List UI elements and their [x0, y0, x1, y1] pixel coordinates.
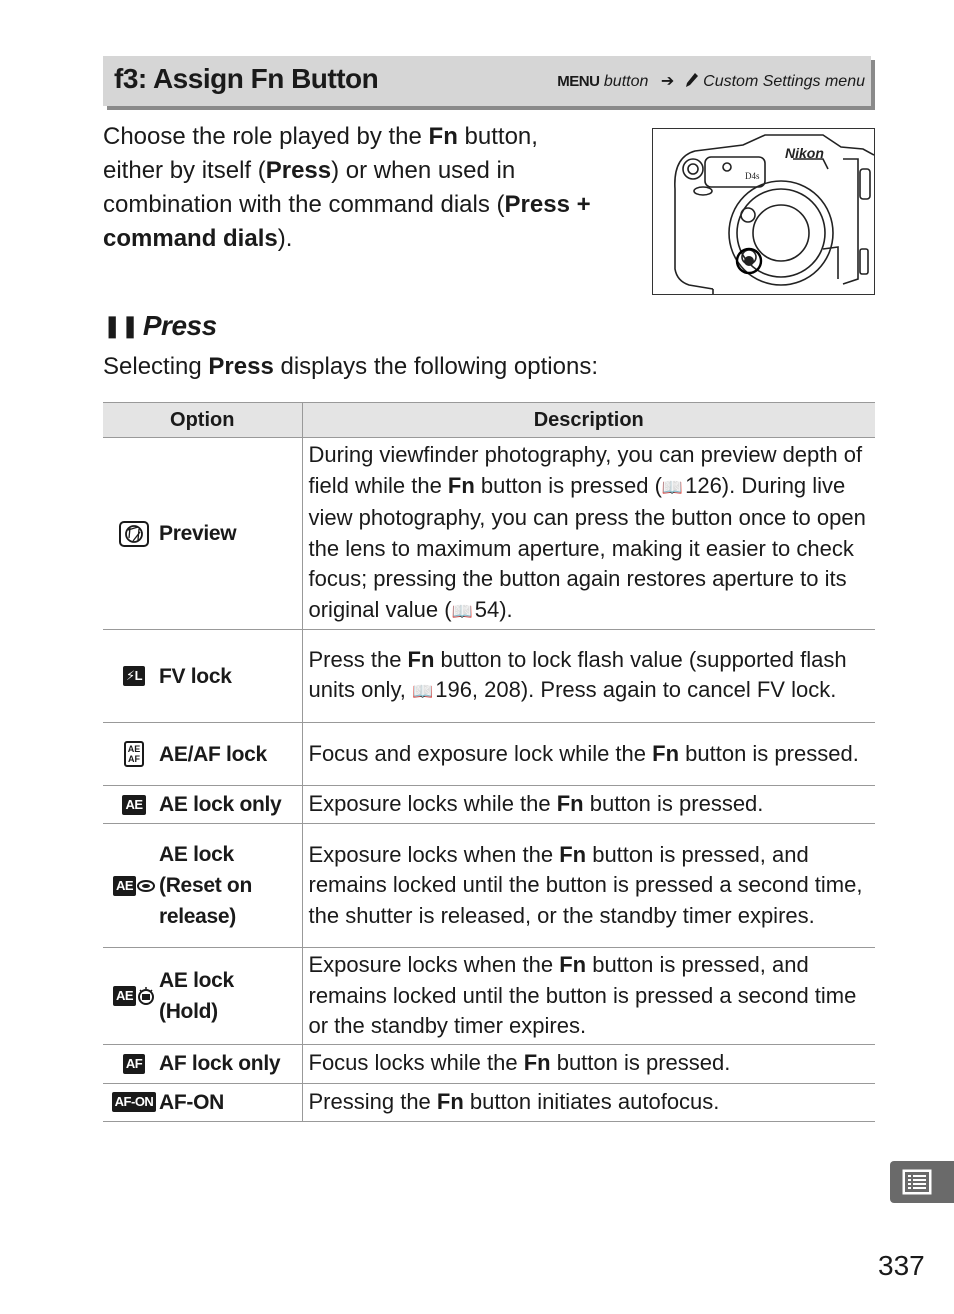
ae-lock-icon: AE [113, 876, 136, 896]
fn-label: Fn [523, 1050, 551, 1076]
lead-sentence [103, 350, 598, 384]
flash-lock-icon: ⚡L [123, 666, 145, 686]
intro-text: ) or when used in combination with the command dials ( [103, 157, 516, 218]
fn-label: Fn [652, 740, 680, 766]
intro-text: button, either by itself ( [103, 123, 538, 184]
lead-text: Selecting [103, 353, 209, 380]
description-text: button is pressed. [679, 740, 859, 766]
menu-path [557, 71, 865, 91]
press-term: Press [265, 157, 332, 184]
option-cell [103, 630, 302, 723]
description-text: During viewfinder photography, you can preview depth of field while the [308, 442, 863, 498]
arrow-icon: ➔ [660, 73, 675, 90]
description-text: Focus locks while the [308, 1050, 524, 1076]
description-text: button is pressed. [583, 791, 764, 817]
camera-brand: Nikon [785, 145, 824, 161]
fn-label: Fn [559, 841, 587, 867]
table-header-row [103, 403, 875, 438]
option-cell [103, 438, 302, 630]
option-label: Preview [159, 522, 237, 545]
ae-lock-icon: AE [113, 986, 136, 1006]
pencil-icon [685, 72, 699, 88]
ae-af-lock-icon [124, 741, 144, 767]
press-dials-term: Press + command dials [103, 191, 591, 252]
description-cell [302, 786, 875, 824]
camera-body-icon [653, 129, 874, 294]
icon-text-af: AF [128, 754, 140, 764]
table-row [103, 1044, 875, 1083]
lead-text: displays the following options: [273, 353, 598, 380]
header-bar [103, 56, 871, 106]
fn-label: Fn [447, 472, 475, 498]
column-header-description: Description [302, 403, 875, 438]
intro-paragraph [103, 120, 603, 256]
section-title [103, 310, 217, 342]
section-title-text: Press [142, 310, 217, 341]
description-text: Exposure locks while the [308, 791, 557, 817]
description-cell [302, 438, 875, 630]
menu-path-destination: Custom Settings menu [703, 73, 865, 90]
fn-label: Fn [559, 952, 587, 977]
option-cell [103, 786, 302, 824]
press-term: Press [208, 353, 274, 380]
table-row [103, 1083, 875, 1121]
option-label: AF lock only [159, 1052, 281, 1075]
page-title: f3: Assign Fn Button [114, 63, 379, 94]
intro-text: ). [277, 225, 293, 252]
option-label: AF-ON [159, 1090, 224, 1114]
description-text: Exposure locks when the [308, 841, 560, 867]
description-text: Exposure locks when the [308, 952, 560, 977]
description-text: button to lock flash value (supported flash units only, [308, 646, 847, 702]
description-text: 196, 208). Press again to cancel FV lock. [435, 677, 837, 702]
custom-settings-tab[interactable] [890, 1161, 954, 1203]
description-cell [302, 1044, 875, 1083]
menu-button-label: MENU [557, 73, 600, 90]
description-text: 54). [474, 596, 513, 622]
fn-label: Fn [556, 791, 584, 817]
book-icon: 📖 [661, 477, 684, 497]
option-label: AE/AF lock [159, 742, 267, 766]
option-cell [103, 723, 302, 786]
book-icon: 📖 [412, 682, 434, 701]
section-marker-icon: ❚❚ [103, 313, 139, 338]
description-cell [302, 723, 875, 786]
options-table [103, 402, 875, 1122]
af-lock-icon: AF [123, 1054, 145, 1074]
table-row [103, 786, 875, 824]
table-row [103, 948, 875, 1045]
option-cell [103, 1083, 302, 1121]
table-row [103, 824, 875, 948]
option-label: FV lock [159, 664, 232, 688]
fn-label: Fn [407, 646, 435, 672]
description-text: Press the [308, 646, 408, 672]
fn-label: Fn [428, 123, 458, 150]
menu-list-icon [902, 1169, 932, 1195]
description-cell [302, 630, 875, 723]
description-text: button initiates autofocus. [463, 1088, 720, 1114]
description-text: button is pressed. [550, 1050, 731, 1076]
option-cell [103, 1044, 302, 1083]
description-cell [302, 824, 875, 948]
option-cell [103, 824, 302, 948]
column-header-option: Option [103, 403, 302, 438]
description-text: button is pressed, and remains locked until the button is pressed a second time or the standby timer expires. [308, 952, 857, 1038]
camera-illustration [652, 128, 875, 295]
aperture-icon [109, 521, 159, 547]
af-on-icon: AF-ON [112, 1092, 157, 1112]
description-text: Focus and exposure lock while the [308, 740, 653, 766]
icon-text-ae: AE [127, 744, 141, 754]
option-label: AE lock (Hold) [159, 968, 234, 1023]
description-cell [302, 1083, 875, 1121]
ae-lock-icon: AE [122, 795, 145, 815]
option-cell [103, 948, 302, 1045]
description-text: button is pressed ( [474, 472, 662, 498]
description-cell [302, 948, 875, 1045]
table-row [103, 630, 875, 723]
camera-model: D4s [745, 171, 760, 181]
fn-label: Fn [436, 1088, 464, 1114]
description-text: button is pressed, and remains locked until the button is pressed a second time, the shutter is released, or the standby timer expires. [308, 841, 863, 928]
reset-on-release-icon [137, 880, 155, 892]
option-label: AE lock only [159, 793, 282, 816]
option-label: AE lock (Reset on release) [159, 843, 252, 928]
description-text: Pressing the [308, 1088, 437, 1114]
menu-path-button: button [603, 73, 649, 90]
book-icon: 📖 [451, 601, 473, 621]
table-row [103, 438, 875, 630]
table-row [103, 723, 875, 786]
description-text: 126). During live view photography, you can press the button once to open the lens to maximum aperture, making it easier to check focus; pressing the button again restores aperture to its original value ( [308, 472, 866, 622]
intro-text: Choose the role played by the [103, 123, 429, 150]
hold-icon [137, 987, 155, 1005]
page-number: 337 [878, 1250, 925, 1281]
